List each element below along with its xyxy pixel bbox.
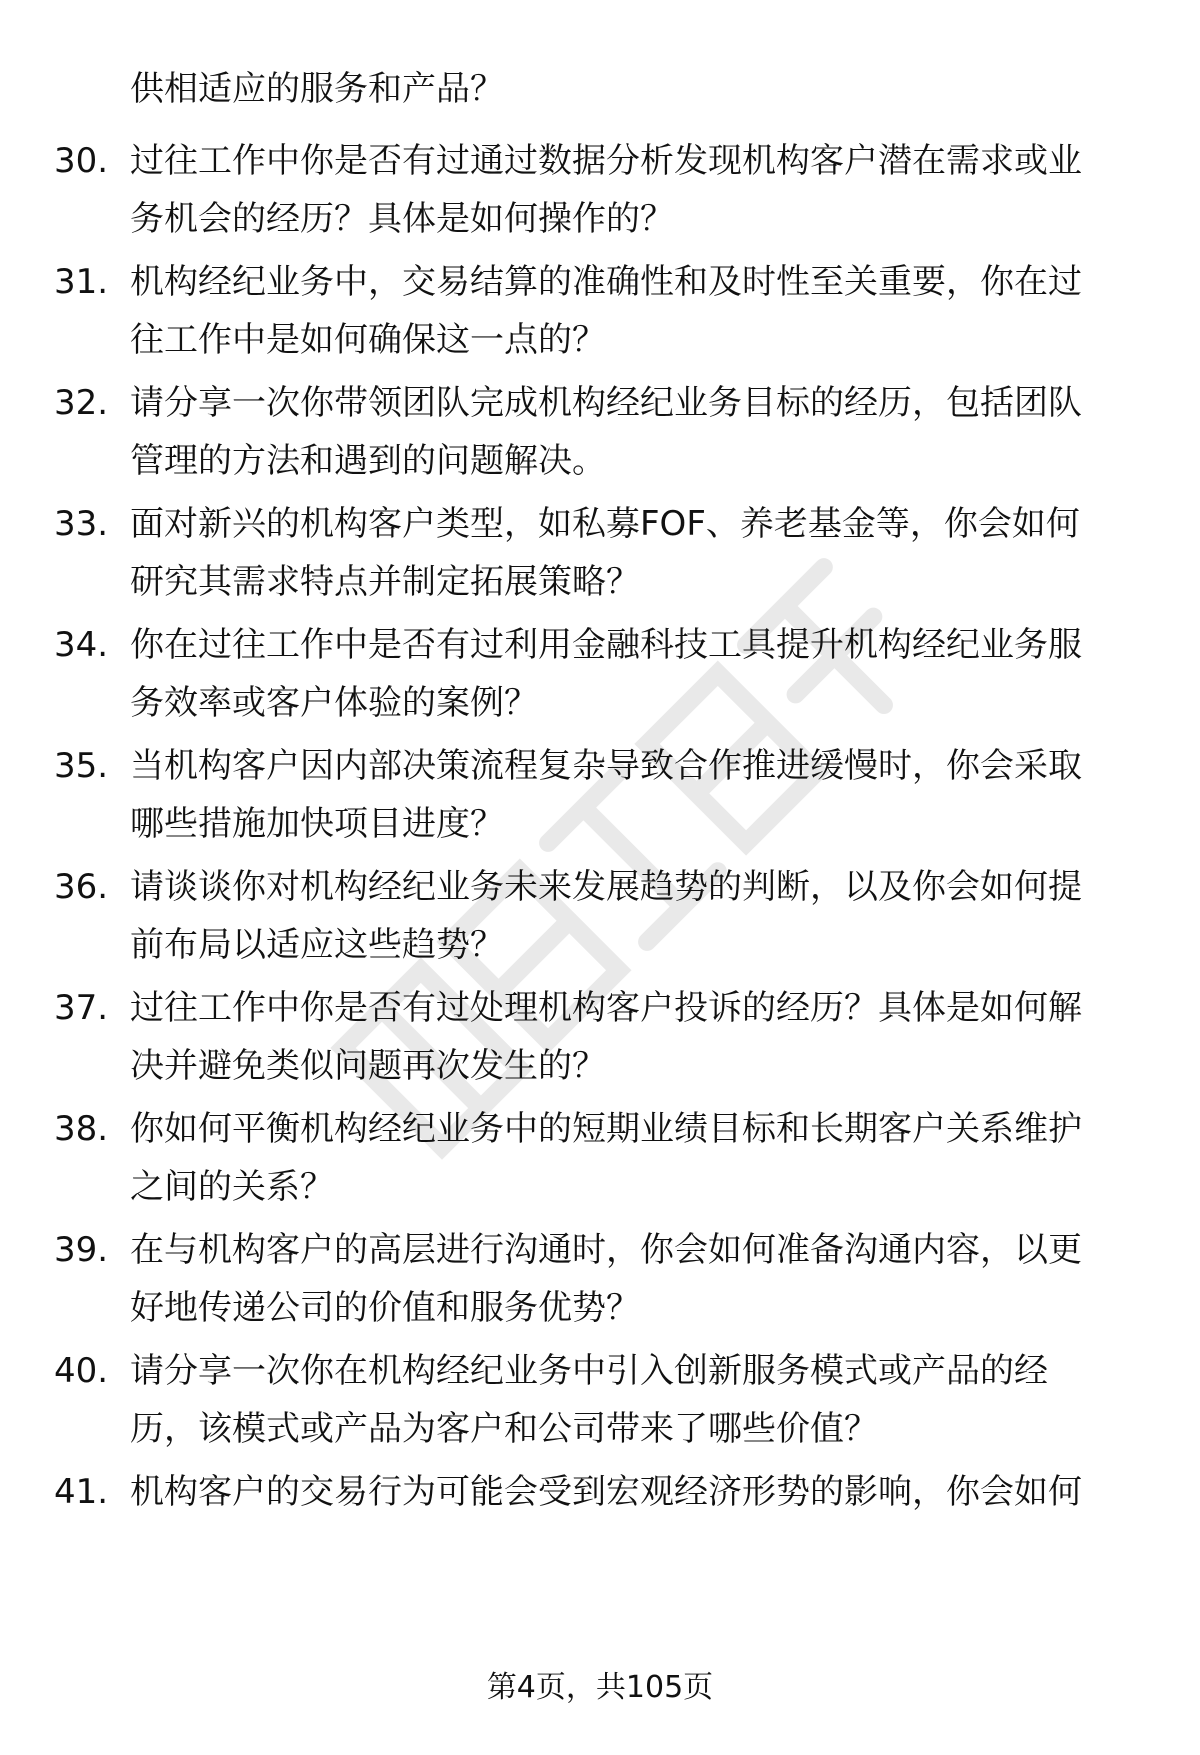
question-number: 41. [54,1472,109,1512]
question-text-line: 管理的方法和遇到的问题解决。 [130,441,606,481]
question-number: 34. [54,625,109,665]
page-footer: 第4页，共105页 [486,1670,714,1705]
question-text-line: 研究其需求特点并制定拓展策略？ [130,562,640,602]
question-text [130,858,1140,974]
question-number: 38. [54,1109,109,1149]
question-text [130,1100,1140,1216]
question-text [130,132,1140,248]
question-text-line: 请分享一次你带领团队完成机构经纪业务目标的经历，包括团队 [130,383,1082,423]
question-number: 31. [54,262,109,302]
question-text [130,495,1140,611]
question-number: 39. [54,1230,109,1270]
question-number: 35. [54,746,109,786]
question-text [130,1342,1140,1458]
question-text-line: 前布局以适应这些趋势？ [130,925,504,965]
question-text-line: 过往工作中你是否有过通过数据分析发现机构客户潜在需求或业 [130,141,1082,181]
question-text-line: 务效率或客户体验的案例？ [130,683,538,723]
question-text-line: 当机构客户因内部决策流程复杂导致合作推进缓慢时，你会采取 [130,746,1082,786]
question-text [130,1463,1140,1521]
question-text [130,979,1140,1095]
continuation-line: 供相适应的服务和产品？ [130,69,504,109]
question-text-line: 好地传递公司的价值和服务优势？ [130,1288,640,1328]
question-number: 37. [54,988,109,1028]
question-text [130,616,1140,732]
question-text-line: 哪些措施加快项目进度？ [130,804,504,844]
question-number: 32. [54,383,109,423]
question-text [130,1221,1140,1337]
question-number: 36. [54,867,109,907]
question-text-line: 之间的关系？ [130,1167,334,1207]
question-text-line: 机构客户的交易行为可能会受到宏观经济形势的影响，你会如何 [130,1472,1082,1512]
question-text-line: 请谈谈你对机构经纪业务未来发展趋势的判断，以及你会如何提 [130,867,1082,907]
question-number: 30. [54,141,109,181]
question-text-line: 历，该模式或产品为客户和公司带来了哪些价值？ [130,1409,878,1449]
question-text-line: 请分享一次你在机构经纪业务中引入创新服务模式或产品的经 [130,1351,1048,1391]
question-text-line: 你如何平衡机构经纪业务中的短期业绩目标和长期客户关系维护 [130,1109,1082,1149]
question-text-line: 务机会的经历？具体是如何操作的？ [130,199,674,239]
question-text-line: 你在过往工作中是否有过利用金融科技工具提升机构经纪业务服 [130,625,1082,665]
question-text-line: 面对新兴的机构客户类型，如私募FOF、养老基金等，你会如何 [130,504,1080,544]
question-text-line: 过往工作中你是否有过处理机构客户投诉的经历？具体是如何解 [130,988,1082,1028]
question-text-line: 决并避免类似问题再次发生的？ [130,1046,606,1086]
question-text-line: 在与机构客户的高层进行沟通时，你会如何准备沟通内容，以更 [130,1230,1082,1270]
question-text [130,253,1140,369]
question-text-line: 机构经纪业务中，交易结算的准确性和及时性至关重要，你在过 [130,262,1082,302]
question-number: 40. [54,1351,109,1391]
question-text-line: 往工作中是如何确保这一点的？ [130,320,606,360]
question-text [130,737,1140,853]
question-number: 33. [54,504,109,544]
question-text [130,374,1140,490]
